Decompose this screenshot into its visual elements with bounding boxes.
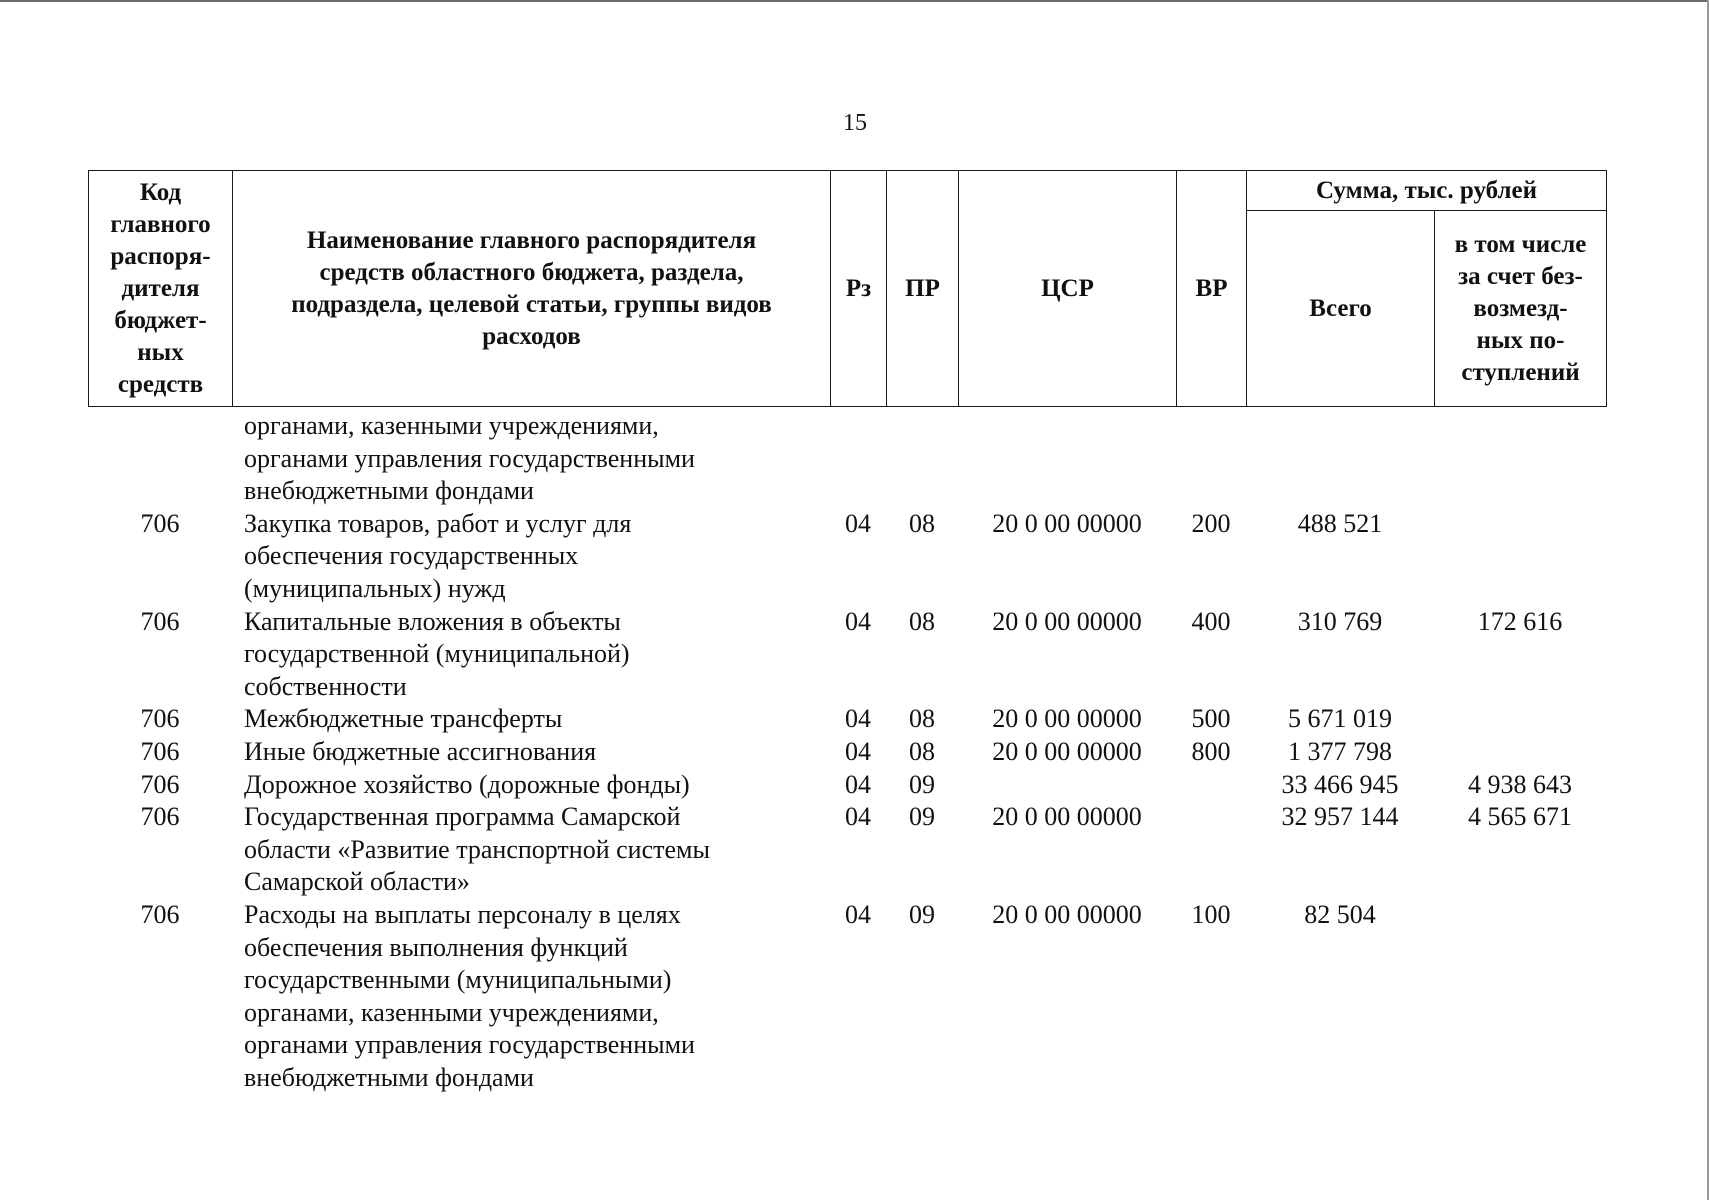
header-csr: ЦСР	[959, 171, 1177, 407]
cell-rz: 04	[845, 736, 871, 766]
cell-pr: 08	[909, 704, 935, 734]
cell-name: Дорожное хозяйство (дорожные фонды)	[244, 769, 690, 799]
cell-free: 172 616	[1477, 606, 1563, 636]
cell-total: 1 377 798	[1288, 736, 1392, 766]
cell-vr: 200	[1191, 508, 1231, 538]
cell-total: 32 957 144	[1281, 802, 1399, 832]
cell-csr: 20 0 00 00000	[992, 802, 1142, 832]
cell-vr: 500	[1191, 704, 1231, 734]
cell-total: 5 671 019	[1288, 704, 1392, 734]
cell-code: 706	[140, 769, 180, 799]
table-row	[88, 801, 1606, 899]
cell-name: органами, казенными учреждениями, органами управления государственными внебюджетными фондами	[244, 411, 695, 506]
cell-free: 4 565 671	[1468, 802, 1572, 832]
cell-rz: 04	[845, 704, 871, 734]
cell-csr: 20 0 00 00000	[992, 899, 1142, 929]
table-row	[88, 769, 1606, 802]
header-total: Всего	[1247, 211, 1435, 407]
cell-name: Капитальные вложения в объекты государственной (муниципальной) собственности	[244, 606, 630, 701]
cell-rz: 04	[845, 802, 871, 832]
header-pr: ПР	[887, 171, 959, 407]
cell-free: 4 938 643	[1468, 769, 1572, 799]
cell-rz: 04	[845, 769, 871, 799]
cell-total: 488 521	[1297, 508, 1383, 538]
cell-total: 33 466 945	[1281, 769, 1399, 799]
cell-csr: 20 0 00 00000	[992, 736, 1142, 766]
header-vr: ВР	[1177, 171, 1247, 407]
cell-pr: 09	[909, 802, 935, 832]
header-code: Код главного распоря- дителя бюджет- ных средств	[89, 171, 233, 407]
table-row	[88, 736, 1606, 769]
cell-pr: 08	[909, 508, 935, 538]
cell-pr: 08	[909, 736, 935, 766]
cell-csr: 20 0 00 00000	[992, 704, 1142, 734]
header-name: Наименование главного распорядителя средств областного бюджета, раздела, подраздела, целевой статьи, группы видов расходов	[233, 171, 831, 407]
scan-top-edge	[0, 0, 1709, 2]
cell-code: 706	[140, 899, 180, 929]
cell-pr: 09	[909, 769, 935, 799]
header-rz: Рз	[831, 171, 887, 407]
cell-rz: 04	[845, 606, 871, 636]
cell-name: Государственная программа Самарской области «Развитие транспортной системы Самарской области»	[244, 802, 710, 897]
table-row	[88, 606, 1606, 704]
table-row	[88, 899, 1606, 1095]
cell-code: 706	[140, 802, 180, 832]
table-row	[88, 410, 1606, 508]
cell-vr: 100	[1191, 899, 1231, 929]
cell-name: Расходы на выплаты персоналу в целях обеспечения выполнения функций государственными (муниципальными) органами, казенными учреждениями, органами управления государственными внебюджетными фондами	[244, 899, 695, 1092]
cell-name: Иные бюджетные ассигнования	[244, 736, 597, 766]
table-body	[88, 410, 1606, 1094]
cell-rz: 04	[845, 899, 871, 929]
header-free: в том числе за счет без- возмезд- ных по- ступлений	[1435, 211, 1607, 407]
cell-rz: 04	[845, 508, 871, 538]
cell-name: Межбюджетные трансферты	[244, 704, 563, 734]
cell-pr: 09	[909, 899, 935, 929]
cell-code: 706	[140, 704, 180, 734]
cell-csr: 20 0 00 00000	[992, 606, 1142, 636]
page-number: 15	[843, 110, 867, 136]
cell-csr: 20 0 00 00000	[992, 508, 1142, 538]
cell-vr: 400	[1191, 606, 1231, 636]
header-sum-title: Сумма, тыс. рублей	[1247, 171, 1607, 211]
table-header	[88, 170, 1607, 407]
cell-vr: 800	[1191, 736, 1231, 766]
cell-code: 706	[140, 508, 180, 538]
cell-total: 310 769	[1297, 606, 1383, 636]
cell-code: 706	[140, 606, 180, 636]
table-row	[88, 703, 1606, 736]
cell-pr: 08	[909, 606, 935, 636]
cell-code: 706	[140, 736, 180, 766]
cell-name: Закупка товаров, работ и услуг для обеспечения государственных (муниципальных) нужд	[244, 508, 632, 603]
cell-total: 82 504	[1304, 899, 1376, 929]
table-row	[88, 508, 1606, 606]
